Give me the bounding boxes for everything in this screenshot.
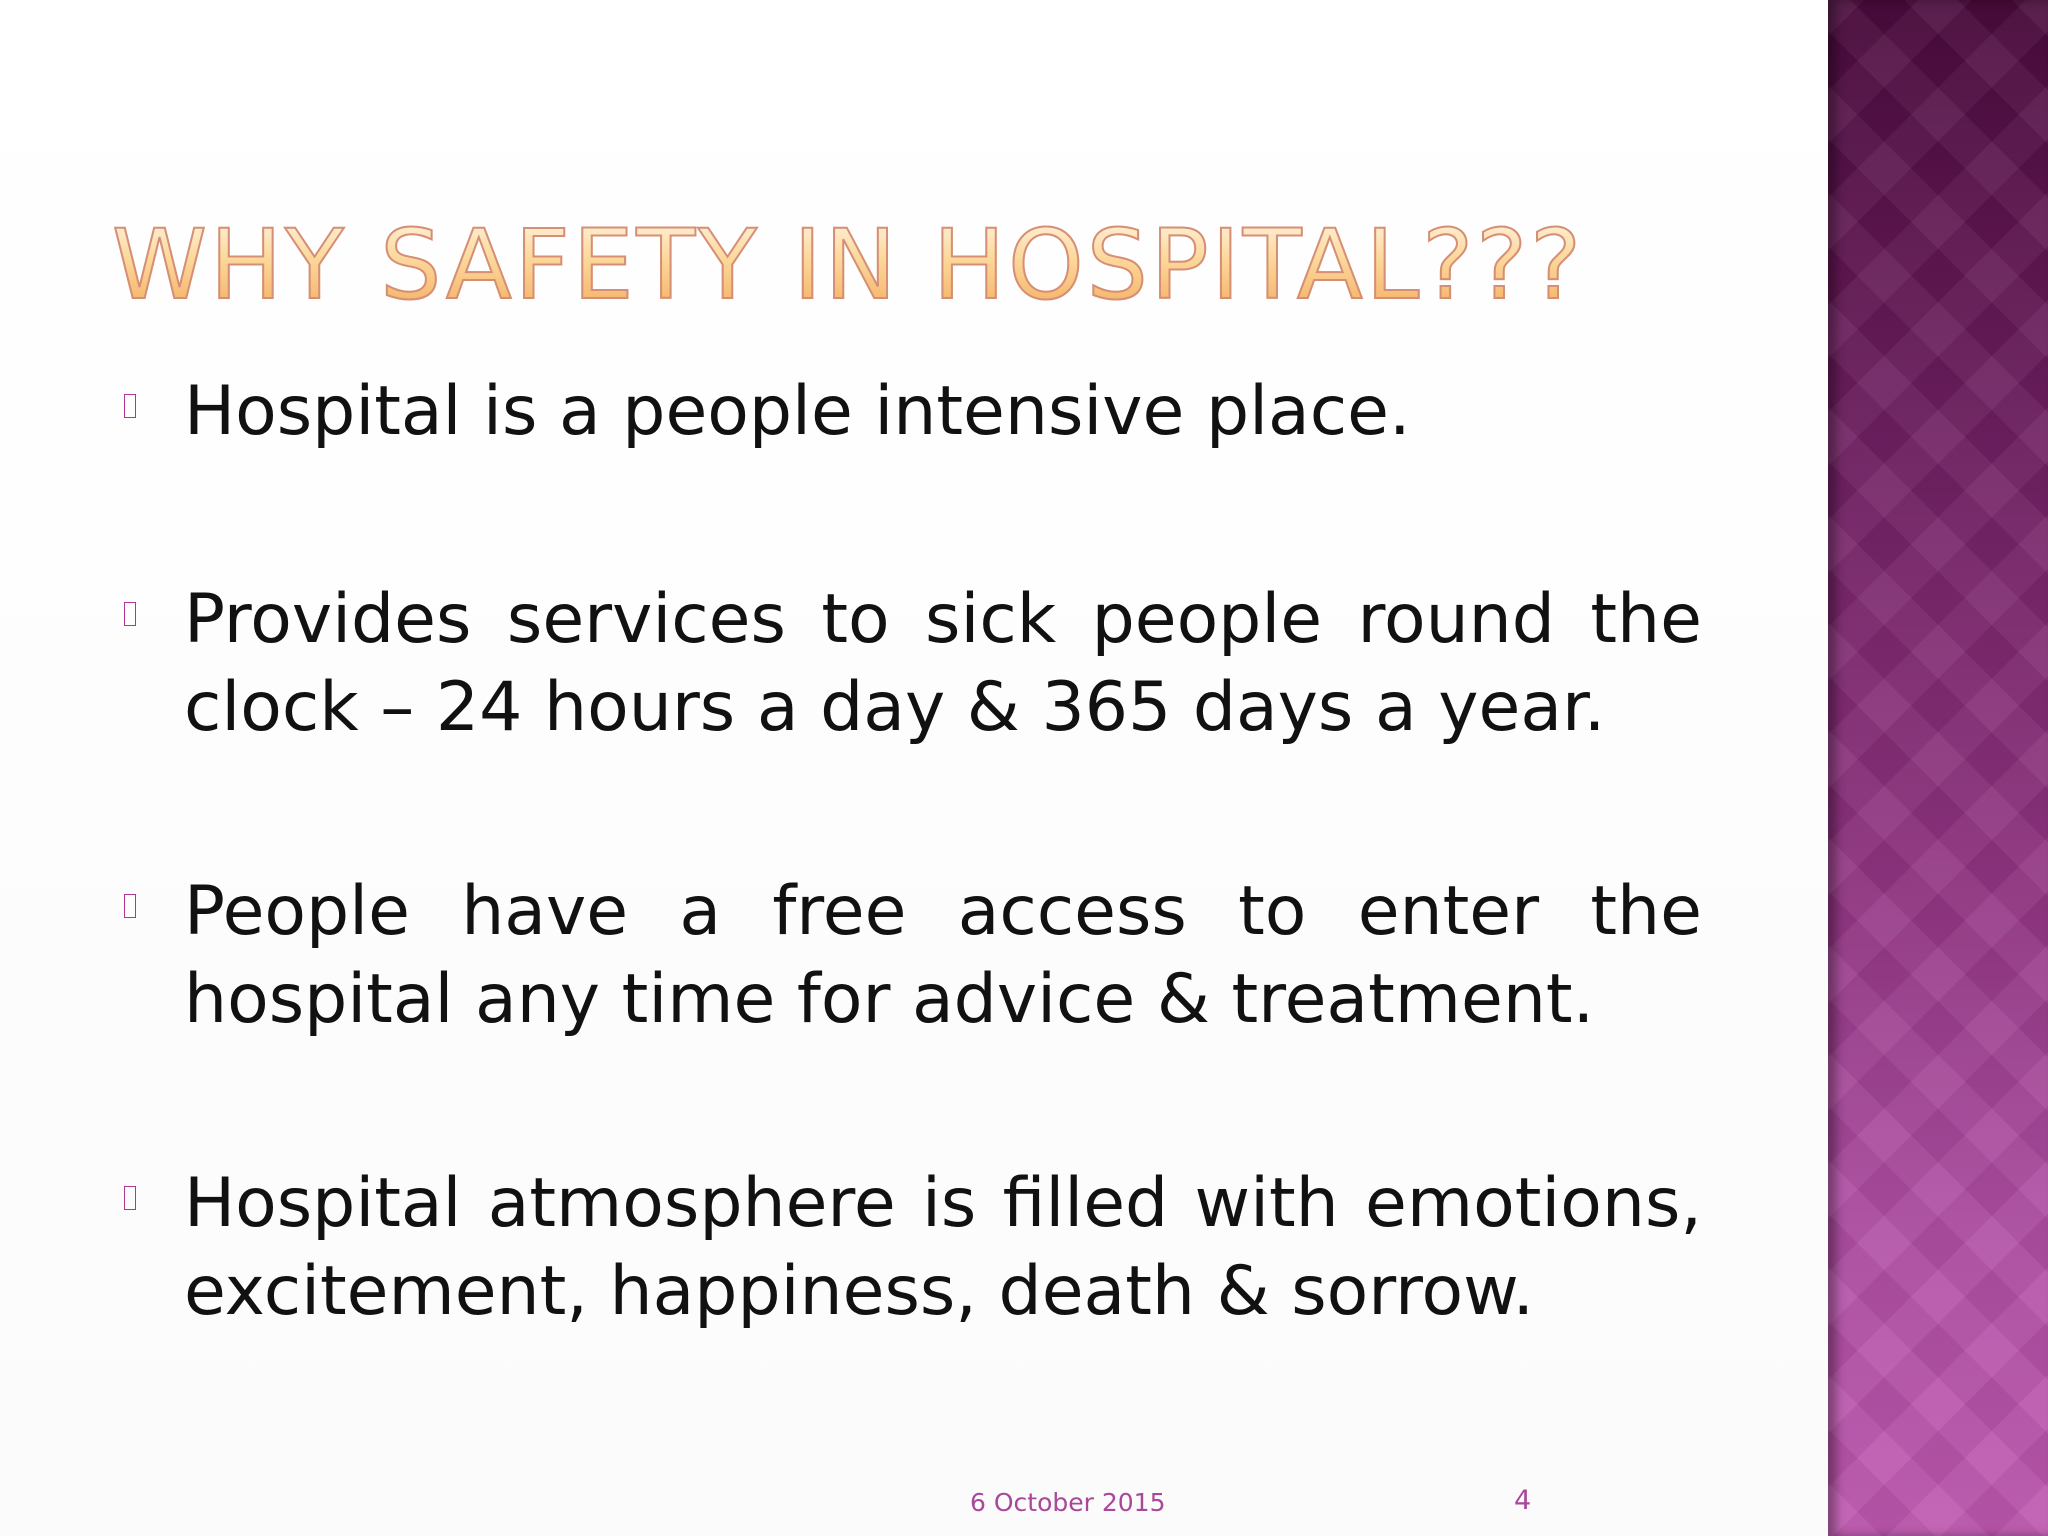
- bullet-marker-icon: [124, 894, 136, 918]
- bullet-marker-icon: [124, 1186, 136, 1210]
- footer-date: 6 October 2015: [970, 1488, 1166, 1517]
- bullet-text: Provides services to sick people round the clock – 24 hours a day & 365 days a year.: [184, 580, 1702, 747]
- bullet-marker-icon: [124, 602, 136, 626]
- bullet-marker-icon: [124, 394, 136, 418]
- bullet-text: Hospital atmosphere is filled with emotions, excitement, happiness, death & sorrow.: [184, 1164, 1702, 1331]
- bullet-text: People have a free access to enter the hospital any time for advice & treatment.: [184, 872, 1702, 1039]
- bullet-text: Hospital is a people intensive place.: [184, 372, 1411, 451]
- slide-number: 4: [1514, 1485, 1532, 1516]
- slide-title: WHY SAFETY IN HOSPITAL???: [112, 210, 1612, 320]
- decorative-side-panel: [1828, 0, 2048, 1536]
